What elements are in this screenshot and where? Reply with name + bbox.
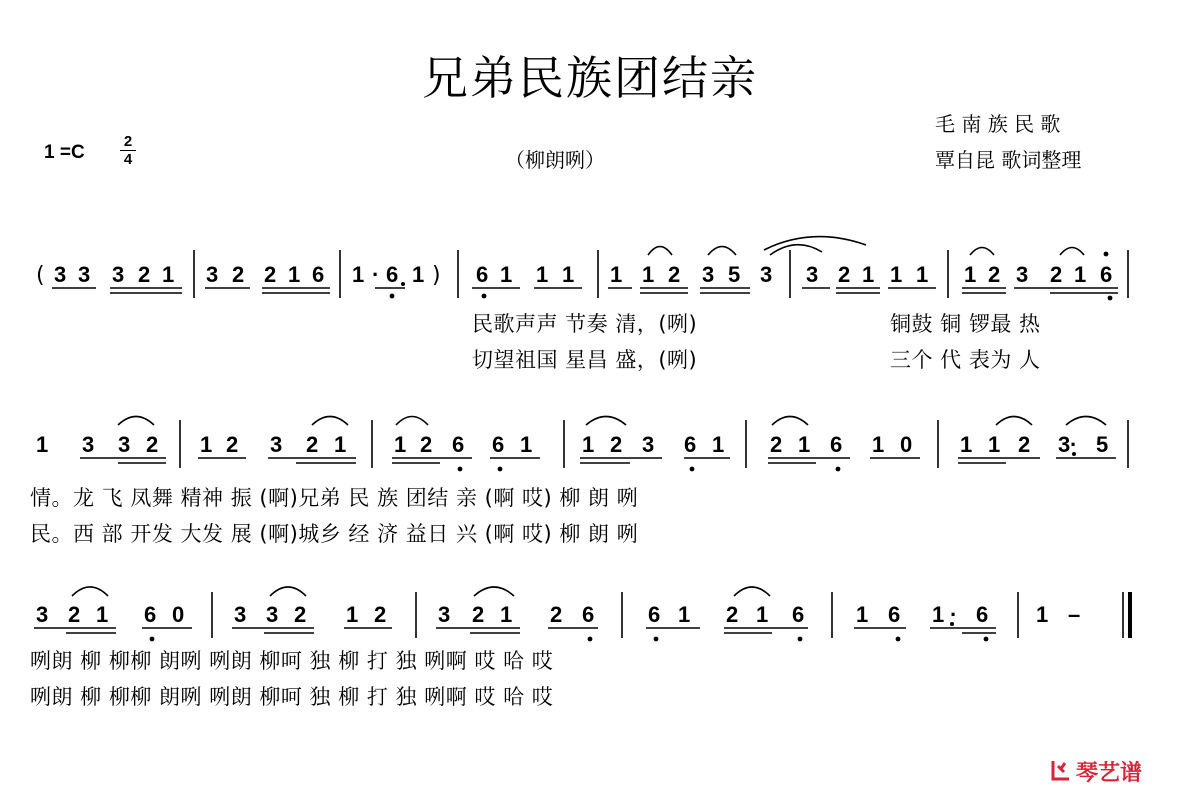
svg-text:6: 6 (452, 432, 465, 457)
credit-origin: 毛 南 族 民 歌 (935, 112, 1061, 136)
svg-text:1: 1 (352, 262, 365, 287)
svg-text:3: 3 (270, 432, 283, 457)
svg-text:1: 1 (1074, 262, 1087, 287)
svg-text:2: 2 (1050, 262, 1063, 287)
time-signature-bottom: 4 (123, 151, 133, 168)
svg-text:1: 1 (288, 262, 301, 287)
svg-text:6: 6 (830, 432, 843, 457)
svg-text:6: 6 (684, 432, 697, 457)
svg-text:3: 3 (806, 262, 819, 287)
lyric-row1-verse2-a: 切望祖国 星昌 盛，(咧) (472, 348, 698, 372)
svg-text:2: 2 (838, 262, 851, 287)
svg-text:1: 1 (988, 432, 1001, 457)
svg-text:1: 1 (856, 602, 869, 627)
key-signature: 1 =C (44, 142, 85, 163)
svg-text:3: 3 (760, 262, 773, 287)
svg-text:3: 3 (118, 432, 131, 457)
svg-text:3: 3 (438, 602, 451, 627)
svg-text:2: 2 (610, 432, 623, 457)
svg-text:1: 1 (798, 432, 811, 457)
svg-text:1: 1 (964, 262, 977, 287)
svg-text:2: 2 (1018, 432, 1031, 457)
site-logo: 琴艺谱 (1076, 761, 1143, 786)
svg-text:6: 6 (476, 262, 489, 287)
svg-text:1: 1 (890, 262, 903, 287)
svg-text:6: 6 (582, 602, 595, 627)
svg-text:1: 1 (334, 432, 347, 457)
svg-text:3: 3 (642, 432, 655, 457)
svg-text:2: 2 (550, 602, 563, 627)
svg-text:6: 6 (976, 602, 989, 627)
svg-text:3: 3 (112, 262, 125, 287)
svg-text:3: 3 (78, 262, 91, 287)
svg-text:1: 1 (36, 432, 49, 457)
svg-text:6: 6 (492, 432, 505, 457)
song-title: 兄弟民族团结亲 (422, 51, 758, 105)
svg-text:1: 1 (500, 262, 513, 287)
svg-text:1: 1 (756, 602, 769, 627)
svg-text:2: 2 (146, 432, 159, 457)
svg-text:2: 2 (264, 262, 277, 287)
svg-text:1: 1 (536, 262, 549, 287)
svg-text:1: 1 (642, 262, 655, 287)
svg-text:–: – (1068, 602, 1081, 627)
svg-text:1: 1 (96, 602, 109, 627)
svg-text:6: 6 (386, 262, 399, 287)
svg-text:2: 2 (68, 602, 81, 627)
svg-text:2: 2 (770, 432, 783, 457)
svg-text:3: 3 (702, 262, 715, 287)
svg-text:3: 3 (1058, 432, 1071, 457)
svg-text:2: 2 (226, 432, 239, 457)
svg-text:1: 1 (872, 432, 885, 457)
svg-text:2: 2 (374, 602, 387, 627)
svg-text:1: 1 (200, 432, 213, 457)
svg-text:1: 1 (678, 602, 691, 627)
svg-text:1: 1 (916, 262, 929, 287)
svg-text:5: 5 (728, 262, 741, 287)
svg-text:1: 1 (582, 432, 595, 457)
logo-mark-icon (1050, 758, 1072, 782)
svg-text:1: 1 (500, 602, 513, 627)
svg-text:(: ( (36, 263, 45, 288)
svg-text:1: 1 (346, 602, 359, 627)
svg-text:6: 6 (1100, 262, 1113, 287)
svg-text:·: · (1070, 432, 1078, 457)
svg-text:6: 6 (144, 602, 157, 627)
svg-text:·: · (950, 602, 958, 627)
svg-text:3: 3 (234, 602, 247, 627)
lyric-row2-verse1: 情。龙 飞 凤舞 精神 振 (啊)兄弟 民 族 团结 亲 (啊 哎) 柳 朗 咧 (30, 486, 639, 510)
lyric-row2-verse2: 民。西 部 开发 大发 展 (啊)城乡 经 济 益日 兴 (啊 哎) 柳 朗 咧 (30, 522, 639, 546)
svg-text:6: 6 (888, 602, 901, 627)
svg-text:·: · (372, 262, 380, 287)
svg-text:2: 2 (472, 602, 485, 627)
svg-text:3: 3 (266, 602, 279, 627)
svg-text:2: 2 (726, 602, 739, 627)
svg-text:6: 6 (312, 262, 325, 287)
svg-text:0: 0 (900, 432, 913, 457)
credit-arranger: 覃自昆 歌词整理 (935, 148, 1082, 172)
svg-text:2: 2 (232, 262, 245, 287)
time-signature-top: 2 (123, 133, 133, 150)
svg-text:1: 1 (412, 262, 425, 287)
svg-text:3: 3 (82, 432, 95, 457)
subtitle: （柳朗咧） (505, 148, 605, 172)
svg-text:6: 6 (792, 602, 805, 627)
lyric-row1-verse1-a: 民歌声声 节奏 清，(咧) (472, 312, 698, 336)
svg-text:1: 1 (520, 432, 533, 457)
svg-text:1: 1 (610, 262, 623, 287)
svg-text:1: 1 (932, 602, 945, 627)
svg-text:2: 2 (988, 262, 1001, 287)
svg-text:2: 2 (294, 602, 307, 627)
svg-text:2: 2 (668, 262, 681, 287)
svg-text:1: 1 (712, 432, 725, 457)
svg-text:2: 2 (138, 262, 151, 287)
svg-text:5: 5 (1096, 432, 1109, 457)
svg-text:6: 6 (648, 602, 661, 627)
lyric-row3-verse2: 咧朗 柳 柳柳 朗咧 咧朗 柳呵 独 柳 打 独 咧啊 哎 哈 哎 (30, 685, 554, 709)
svg-text:3: 3 (206, 262, 219, 287)
lyric-row1-verse2-b: 三个 代 表为 人 (890, 348, 1041, 372)
svg-text:1: 1 (394, 432, 407, 457)
lyric-row1-verse1-b: 铜鼓 铜 锣最 热 (890, 312, 1041, 336)
svg-text:3: 3 (54, 262, 67, 287)
svg-text:2: 2 (306, 432, 319, 457)
svg-text:): ) (432, 263, 441, 288)
svg-text:1: 1 (862, 262, 875, 287)
svg-text:1: 1 (1036, 602, 1049, 627)
svg-text:3: 3 (36, 602, 49, 627)
svg-text:1: 1 (960, 432, 973, 457)
svg-text:1: 1 (562, 262, 575, 287)
svg-text:2: 2 (420, 432, 433, 457)
svg-text:0: 0 (172, 602, 185, 627)
svg-text:3: 3 (1016, 262, 1029, 287)
lyric-row3-verse1: 咧朗 柳 柳柳 朗咧 咧朗 柳呵 独 柳 打 独 咧啊 哎 哈 哎 (30, 649, 554, 673)
svg-text:1: 1 (162, 262, 175, 287)
